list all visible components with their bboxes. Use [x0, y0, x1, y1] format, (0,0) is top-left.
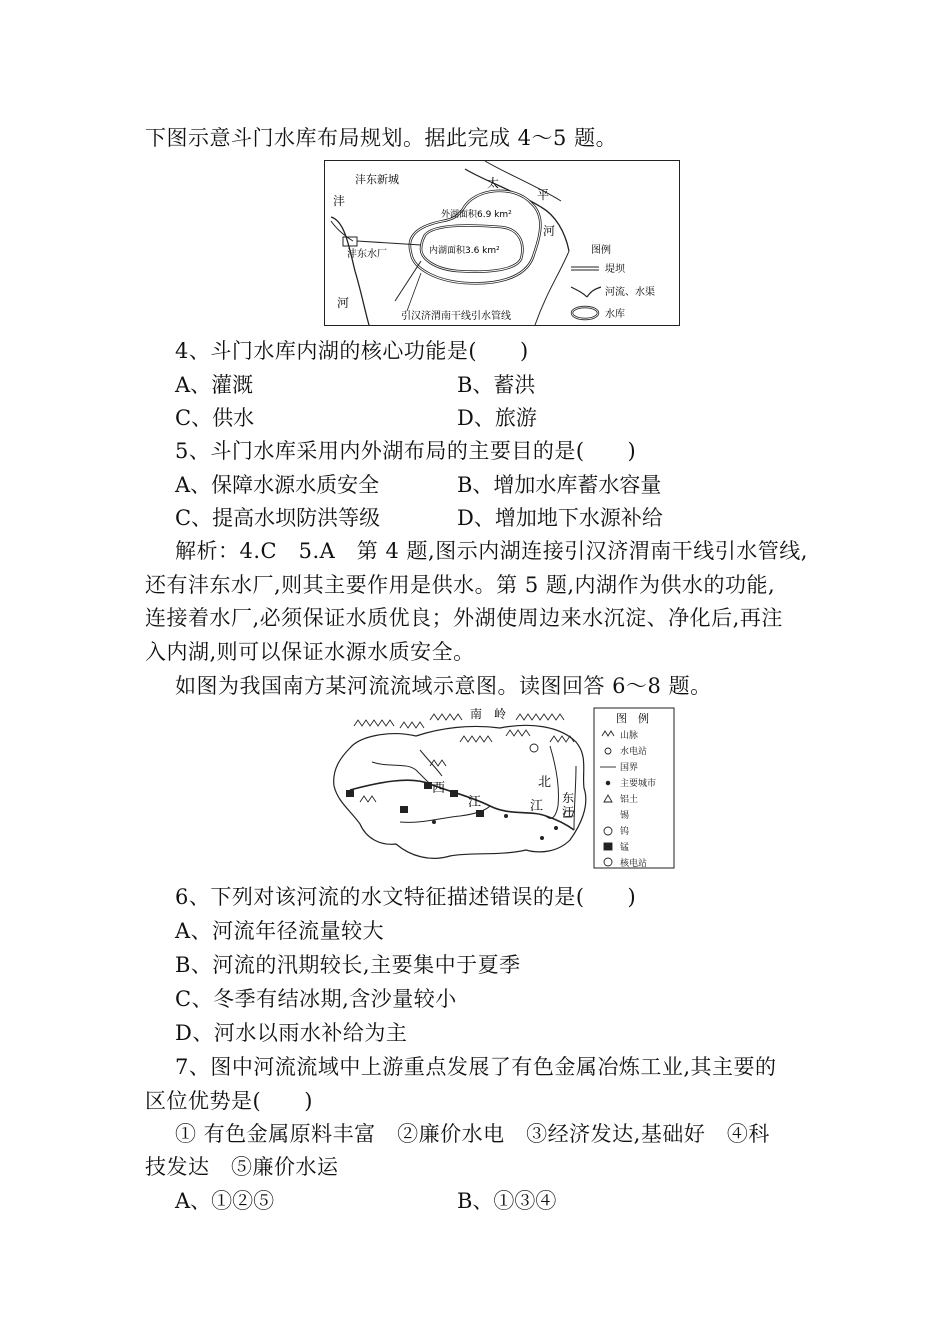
q7-choices-line-2: 技发达 ⑤廉价水运	[145, 1155, 339, 1179]
q7-choices-line-1: ① 有色金属原料丰富 ②廉价水电 ③经济发达,基础好 ④科	[175, 1122, 770, 1146]
q7-option-b[interactable]: B、①③④	[457, 1189, 557, 1213]
map2-dong-label: 东	[562, 791, 575, 805]
q4-option-c[interactable]: C、供水	[175, 406, 255, 430]
q4-stem: 4、斗门水库内湖的核心功能是( )	[175, 339, 529, 363]
map1-outer-lake-label: 外湖面积6.9 km²	[441, 210, 512, 220]
q6-stem: 6、下列对该河流的水文特征描述错误的是( )	[175, 885, 637, 909]
reservoir-map	[324, 160, 680, 326]
q5-option-c[interactable]: C、提高水坝防洪等级	[175, 506, 381, 530]
analysis-line-1: 解析：4.C 5.A 第 4 题,图示内湖连接引汉济渭南干线引水管线,	[175, 539, 808, 563]
river-basin-map	[320, 706, 676, 870]
map2-jiang1-label: 江	[468, 795, 482, 810]
map2-legend-city: 主要城市	[620, 779, 657, 789]
q6-option-c[interactable]: C、冬季有结冰期,含沙量较小	[175, 987, 457, 1011]
map2-legend-bauxite: 铝土	[620, 795, 639, 805]
q5-option-b[interactable]: B、增加水库蓄水容量	[457, 473, 662, 497]
q4-option-d[interactable]: D、旅游	[457, 406, 537, 430]
map2-xi-label: 西	[432, 781, 446, 796]
map1-plant-label: 沣东水厂	[347, 249, 387, 260]
map2-legend-nuclear: 核电站	[620, 859, 648, 869]
map2-bei-label: 北	[538, 775, 552, 790]
q4-option-a[interactable]: A、灌溉	[175, 373, 254, 397]
map1-legend-title: 图例	[591, 245, 611, 256]
map1-river-right1: 太	[487, 176, 500, 190]
analysis-line-3: 连接着水厂,必须保证水质优良；外湖使周边来水沉淀、净化后,再注	[145, 606, 783, 630]
map2-legend-tungsten: 钨	[620, 827, 630, 837]
map2-legend-mountain: 山脉	[620, 731, 639, 741]
map1-legend-dam: 堤坝	[605, 264, 625, 275]
intro-text-2: 如图为我国南方某河流流域示意图。读图回答 6～8 题。	[175, 674, 712, 698]
analysis-line-4: 入内湖,则可以保证水源水质安全。	[145, 640, 475, 664]
q6-option-a[interactable]: A、河流年径流量较大	[175, 919, 385, 943]
q5-option-d[interactable]: D、增加地下水源补给	[457, 506, 663, 530]
q7-stem-line-1: 7、图中河流流域中上游重点发展了有色金属冶炼工业,其主要的	[175, 1055, 777, 1079]
map2-legend-hydro: 水电站	[620, 747, 648, 757]
map2-legend-title: 图 例	[616, 712, 649, 725]
map2-legend-border: 国界	[620, 763, 639, 773]
q7-stem-line-2: 区位优势是( )	[145, 1089, 313, 1113]
q4-option-b[interactable]: B、蓄洪	[457, 373, 536, 397]
map2-legend-tin: 锡	[620, 811, 630, 821]
map1-river-left: 沣	[333, 194, 346, 208]
map1-legend-river: 河流、水渠	[605, 287, 655, 298]
map1-pipe-label: 引汉济渭南干线引水管线	[401, 311, 511, 322]
q5-stem: 5、斗门水库采用内外湖布局的主要目的是( )	[175, 439, 637, 463]
map2-jiang2-label: 江	[530, 799, 544, 814]
q6-option-d[interactable]: D、河水以雨水补给为主	[175, 1021, 408, 1045]
map1-river-right2: 平	[537, 188, 550, 202]
analysis-line-2: 还有沣东水厂,则其主要作用是供水。第 5 题,内湖作为供水的功能,	[145, 573, 776, 597]
intro-text-1: 下图示意斗门水库布局规划。据此完成 4～5 题。	[145, 126, 618, 150]
map2-jiang3-label: 江	[562, 805, 575, 819]
q6-option-b[interactable]: B、河流的汛期较长,主要集中于夏季	[175, 953, 521, 977]
map2-mountain-label: 南 岭	[470, 707, 507, 721]
map1-river-left2: 河	[337, 296, 350, 310]
map2-legend-manganese: 锰	[620, 843, 630, 853]
map1-inner-lake-label: 内湖面积3.6 km²	[429, 246, 500, 256]
map1-city-label: 沣东新城	[355, 173, 399, 186]
q5-option-a[interactable]: A、保障水源水质安全	[175, 473, 380, 497]
map1-legend-reservoir: 水库	[605, 309, 625, 320]
q7-option-a[interactable]: A、①②⑤	[175, 1189, 275, 1213]
map1-river-right3: 河	[543, 224, 556, 238]
